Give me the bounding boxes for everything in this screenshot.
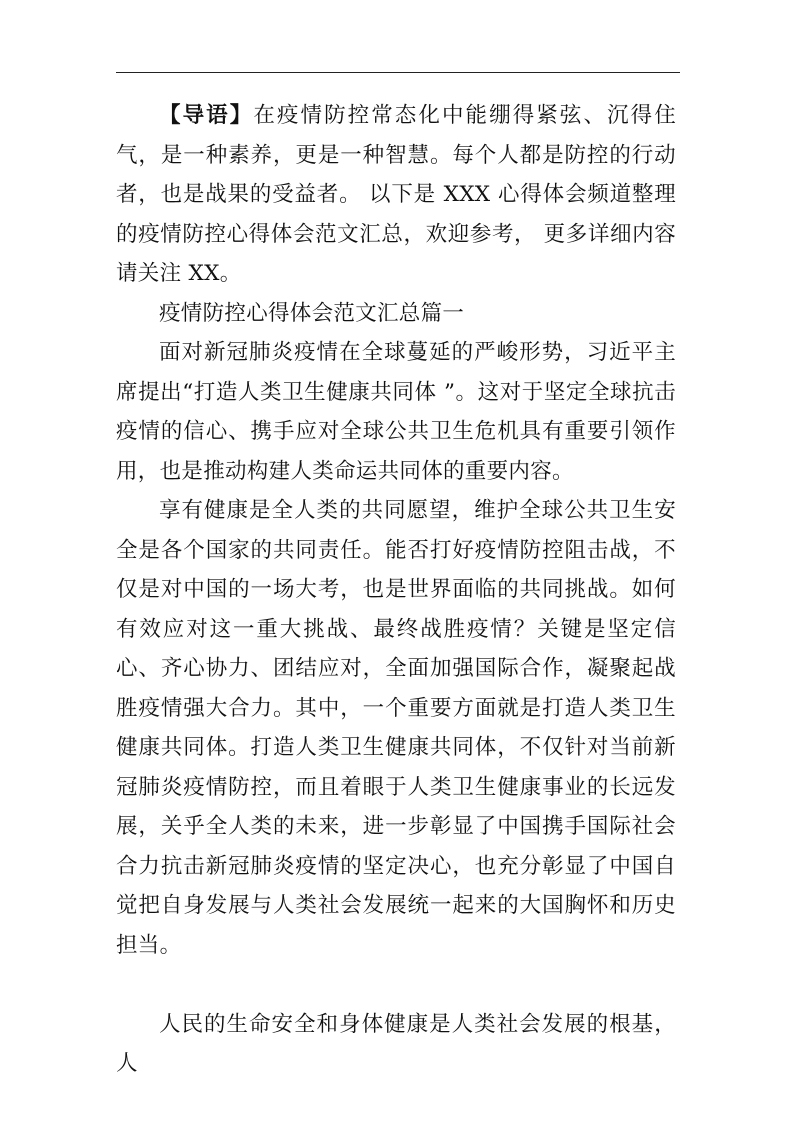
lead-text: 在疫情防控常态化中能绷得紧弦、沉得住气，是一种素养，更是一种智慧。每个人都是防控的行动者，也是战果的受益者。 以下是 XXX 心得体会频道整理的疫情防控心得体会范文汇总，欢迎参考， 更多详细内容请关注 XX。 bbox=[116, 103, 676, 286]
header-rule bbox=[116, 72, 680, 73]
section-title: 疫情防控心得体会范文汇总篇一 bbox=[159, 300, 465, 326]
lead-label: 【导语】 bbox=[159, 103, 254, 128]
body-paragraph-2: 享有健康是全人类的共同愿望，维护全球公共卫生安全是各个国家的共同责任。能否打好疫情防控阻击战，不仅是对中国的一场大考，也是世界面临的共同挑战。如何有效应对这一重大挑战、最终战胜疫情？关键是坚定信心、齐心协力、团结应对，全面加强国际合作，凝聚起战胜疫情强大合力。其中，一个重要方面就是打造人类卫生健康共同体。打造人类卫生健康共同体，不仅针对当前新冠肺炎疫情防控，而且着眼于人类卫生健康事业的长远发展，关乎全人类的未来，进一步彰显了中国携手国际社会合力抗击新冠肺炎疫情的坚定决心，也充分彰显了中国自觉把自身发展与人类社会发展统一起来的大国胸怀和历史担当。 bbox=[116, 498, 676, 958]
document-body bbox=[116, 96, 676, 1084]
lead-paragraph bbox=[116, 96, 676, 294]
body-paragraph-3: 人民的生命安全和身体健康是人类社会发展的根基，人 bbox=[116, 1011, 676, 1076]
body-paragraph-1: 面对新冠肺炎疫情在全球蔓延的严峻形势，习近平主席提出“打造人类卫生健康共同体 ”。这对于坚定全球抗击疫情的信心、携手应对全球公共卫生危机具有重要引领作用，也是推动构建人类命运共同体的重要内容。 bbox=[116, 340, 676, 484]
